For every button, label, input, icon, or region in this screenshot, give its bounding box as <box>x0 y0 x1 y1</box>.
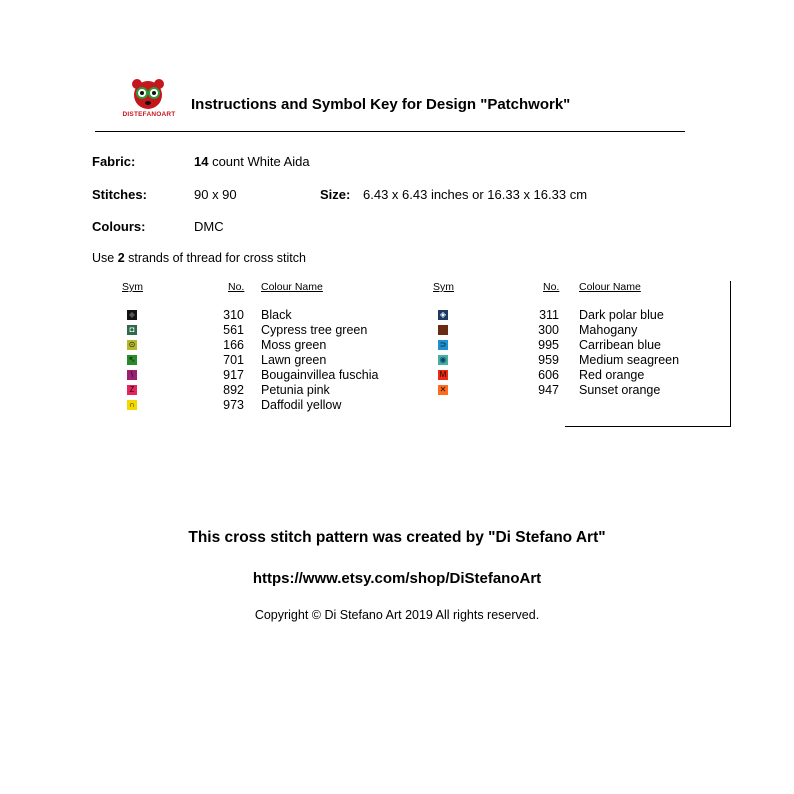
left-symbol-swatch-icon: ⊙ <box>128 340 136 349</box>
right-colour-name: Sunset orange <box>579 383 661 397</box>
left-colour-name: Lawn green <box>261 353 327 367</box>
left-colour-name: Bougainvillea fuschia <box>261 368 379 382</box>
left-symbol-swatch-icon: \ <box>127 370 137 380</box>
left-colour-number: 973 <box>223 398 244 412</box>
right-colour-number: 300 <box>538 323 559 337</box>
right-colour-number: 311 <box>539 308 559 322</box>
colours-label: Colours: <box>92 219 146 234</box>
size-value: 6.43 x 6.43 inches or 16.33 x 16.33 cm <box>363 187 588 202</box>
right-symbol-swatch-icon: ◉ <box>439 355 447 364</box>
left-colour-number: 166 <box>223 338 244 352</box>
right-colour-name: Dark polar blue <box>579 308 664 322</box>
right-colour-number: 995 <box>538 338 559 352</box>
left-colour-number: 561 <box>223 323 244 337</box>
right-symbol-swatch-icon: ◈ <box>439 310 447 319</box>
left-colour-name: Cypress tree green <box>261 323 368 337</box>
left-symbol-swatch-icon: Z <box>127 385 137 395</box>
fabric-type: count White Aida <box>208 154 310 169</box>
right-sym-header: Sym <box>433 281 454 293</box>
right-colour-name: Carribean blue <box>579 338 661 352</box>
left-colour-name: Moss green <box>261 338 327 352</box>
strands-suffix: strands of thread for cross stitch <box>124 251 306 265</box>
left-sym-header: Sym <box>122 281 143 293</box>
key-frame-right <box>730 281 731 426</box>
right-symbol-swatch-icon: ⊃ <box>439 340 447 349</box>
left-colour-name: Petunia pink <box>261 383 330 397</box>
left-colour-name: Black <box>261 308 292 322</box>
stitches-value: 90 x 90 <box>194 187 237 202</box>
logo-text: DISTEFANOART <box>122 111 176 118</box>
right-symbol-swatch-icon: ✕ <box>439 385 447 394</box>
key-frame-bottom <box>565 426 731 427</box>
left-symbol-swatch-icon: ◘ <box>127 325 137 335</box>
colours-value: DMC <box>194 219 224 234</box>
left-colour-number: 701 <box>223 353 244 367</box>
title-divider <box>95 131 685 132</box>
copyright-text: Copyright © Di Stefano Art 2019 All rights reserved. <box>254 608 540 622</box>
left-colour-name: Daffodil yellow <box>261 398 342 412</box>
right-name-header: Colour Name <box>579 281 641 293</box>
left-colour-number: 892 <box>223 383 244 397</box>
right-colour-number: 959 <box>538 353 559 367</box>
right-colour-name: Medium seagreen <box>579 353 680 367</box>
left-colour-number: 310 <box>223 308 244 322</box>
left-symbol-swatch-icon: ↖ <box>128 355 136 364</box>
right-colour-name: Mahogany <box>579 323 638 337</box>
right-colour-name: Red orange <box>579 368 645 382</box>
credit-text: This cross stitch pattern was created by "Di Stefano Art" <box>188 529 606 546</box>
left-colour-number: 917 <box>223 368 244 382</box>
stitches-label: Stitches: <box>92 187 147 202</box>
size-label: Size: <box>320 187 351 202</box>
left-name-header: Colour Name <box>261 281 323 293</box>
left-no-header: No. <box>228 281 245 293</box>
right-colour-number: 606 <box>538 368 559 382</box>
strands-count: 2 <box>117 251 125 265</box>
right-symbol-swatch-icon: M <box>439 370 447 379</box>
strands-instruction <box>92 251 306 265</box>
right-no-header: No. <box>543 281 560 293</box>
left-symbol-swatch-icon: ∩ <box>127 400 137 410</box>
right-colour-number: 947 <box>538 383 559 397</box>
fabric-label: Fabric: <box>92 154 136 169</box>
left-symbol-swatch-icon: ◆ <box>128 310 136 319</box>
fabric-value <box>194 154 310 169</box>
strands-prefix: Use <box>92 251 118 265</box>
fabric-count: 14 <box>194 154 209 169</box>
page-title: Instructions and Symbol Key for Design "Patchwork" <box>191 96 571 113</box>
shop-url[interactable]: https://www.etsy.com/shop/DiStefanoArt <box>252 570 542 587</box>
right-symbol-swatch-icon <box>438 325 448 335</box>
